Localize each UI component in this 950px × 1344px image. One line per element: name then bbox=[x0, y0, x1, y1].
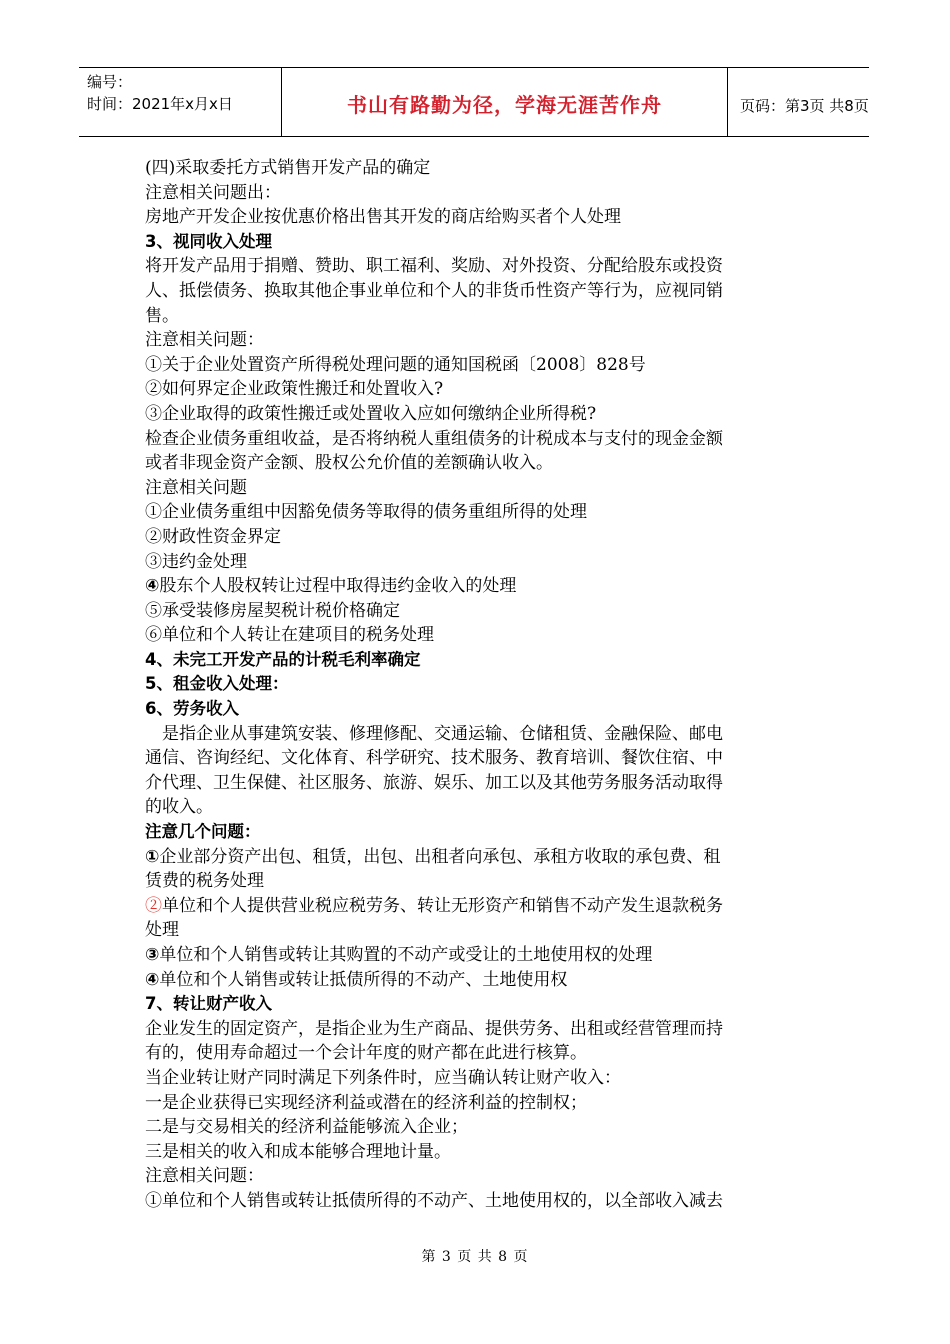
text-line: (四)采取委托方式销售开发产品的确定 bbox=[145, 158, 431, 178]
text-line: 介代理、卫生保健、社区服务、旅游、娱乐、加工以及其他劳务服务活动取得 bbox=[145, 772, 723, 793]
item-text: 单位和个人提供营业税应税劳务、转让无形资产和销售不动产发生退款税务 bbox=[162, 895, 723, 916]
text-line: ③违约金处理 bbox=[145, 551, 247, 572]
item-text: 承受装修房屋契税计税价格确定 bbox=[162, 600, 400, 621]
list-item bbox=[145, 574, 813, 599]
item-text: 单位和个人销售或转让抵债所得的不动产、土地使用权 bbox=[159, 969, 568, 990]
number-label: 编号： bbox=[87, 73, 133, 91]
header-page-cell bbox=[728, 68, 869, 136]
text-line: 当企业转让财产同时满足下列条件时，应当确认转让财产收入： bbox=[145, 1067, 621, 1088]
text-line: 二是与交易相关的经济利益能够流入企业； bbox=[145, 1117, 468, 1138]
text-line: ①企业债务重组中因豁免债务等取得的债务重组所得的处理 bbox=[145, 502, 587, 523]
time-label: 时间：2021年x月x日 bbox=[87, 95, 233, 113]
text-line: 企业发生的固定资产，是指企业为生产商品、提供劳务、出租或经营管理而持 bbox=[145, 1018, 723, 1039]
list-item bbox=[145, 894, 813, 919]
section-heading: 4、未完工开发产品的计税毛利率确定 bbox=[145, 649, 421, 669]
list-item bbox=[145, 968, 813, 993]
text-line: 注意相关问题： bbox=[145, 330, 264, 351]
marker: ⑤ bbox=[145, 600, 162, 621]
document-body bbox=[145, 156, 813, 1214]
text-line: ②财政性资金界定 bbox=[145, 526, 281, 547]
text-line: 注意相关问题出： bbox=[145, 182, 281, 203]
item-text: 单位和个人转让在建项目的税务处理 bbox=[162, 625, 434, 646]
text-line: ①单位和个人销售或转让抵债所得的不动产、土地使用权的，以全部收入减去 bbox=[145, 1190, 723, 1211]
section-heading: 3、视同收入处理 bbox=[145, 231, 272, 251]
section-heading: 注意几个问题： bbox=[145, 822, 261, 842]
page-label: 页码：第3页 共8页 bbox=[740, 97, 869, 115]
section-heading: 7、转让财产收入 bbox=[145, 994, 272, 1014]
text-line: 售。 bbox=[145, 305, 179, 326]
text-line: 房地产开发企业按优惠价格出售其开发的商店给购买者个人处理 bbox=[145, 207, 621, 228]
item-text: 股东个人股权转让过程中取得违约金收入的处理 bbox=[159, 576, 517, 597]
marker: ④ bbox=[145, 576, 160, 597]
page-footer: 第 3 页 共 8 页 bbox=[421, 1249, 529, 1265]
motto: 书山有路勤为径，学海无涯苦作舟 bbox=[347, 93, 662, 117]
marker: ② bbox=[145, 895, 162, 916]
section-heading: 6、劳务收入 bbox=[145, 699, 239, 719]
text-line: 检查企业债务重组收益，是否将纳税人重组债务的计税成本与支付的现金金额 bbox=[145, 428, 723, 449]
marker: ① bbox=[145, 846, 160, 867]
page-header bbox=[79, 67, 869, 137]
item-text: 单位和个人销售或转让其购置的不动产或受让的土地使用权的处理 bbox=[159, 945, 653, 965]
text-line: 三是相关的收入和成本能够合理地计量。 bbox=[145, 1141, 451, 1162]
text-line: 人、抵偿债务、换取其他企事业单位和个人的非货币性资产等行为，应视同销 bbox=[145, 280, 723, 301]
text-line: ①关于企业处置资产所得税处理问题的通知国税函〔2008〕828号 bbox=[145, 354, 646, 375]
list-item bbox=[145, 623, 813, 648]
text-line: 处理 bbox=[145, 920, 179, 941]
marker: ③ bbox=[145, 945, 160, 965]
text-line: 赁费的税务处理 bbox=[145, 871, 264, 892]
text-line: ③企业取得的政策性搬迁或处置收入应如何缴纳企业所得税? bbox=[145, 403, 597, 424]
list-item bbox=[145, 599, 813, 624]
text-line: 注意相关问题 bbox=[145, 477, 247, 498]
marker: ⑥ bbox=[145, 625, 162, 646]
text-line: ②如何界定企业政策性搬迁和处置收入? bbox=[145, 379, 444, 400]
text-line: 是指企业从事建筑安装、修理修配、交通运输、仓储租赁、金融保险、邮电 bbox=[162, 723, 723, 744]
section-heading: 5、租金收入处理： bbox=[145, 674, 289, 694]
text-line: 一是企业获得已实现经济利益或潜在的经济利益的控制权； bbox=[145, 1092, 587, 1113]
item-text: 企业部分资产出包、租赁，出包、出租者向承包、承租方收取的承包费、租 bbox=[159, 846, 721, 867]
text-line: 注意相关问题： bbox=[145, 1166, 264, 1187]
marker: ④ bbox=[145, 969, 160, 990]
list-item bbox=[145, 943, 813, 968]
text-line: 有的，使用寿命超过一个会计年度的财产都在此进行核算。 bbox=[145, 1043, 587, 1064]
list-item bbox=[145, 845, 813, 870]
text-line: 的收入。 bbox=[145, 797, 213, 818]
text-line: 通信、咨询经纪、文化体育、科学研究、技术服务、教育培训、餐饮住宿、中 bbox=[145, 748, 723, 769]
header-motto-cell bbox=[282, 68, 728, 136]
header-left-cell bbox=[79, 68, 282, 136]
text-line: 或者非现金资产金额、股权公允价值的差额确认收入。 bbox=[145, 453, 553, 474]
text-line: 将开发产品用于捐赠、赞助、职工福利、奖励、对外投资、分配给股东或投资 bbox=[145, 256, 723, 277]
